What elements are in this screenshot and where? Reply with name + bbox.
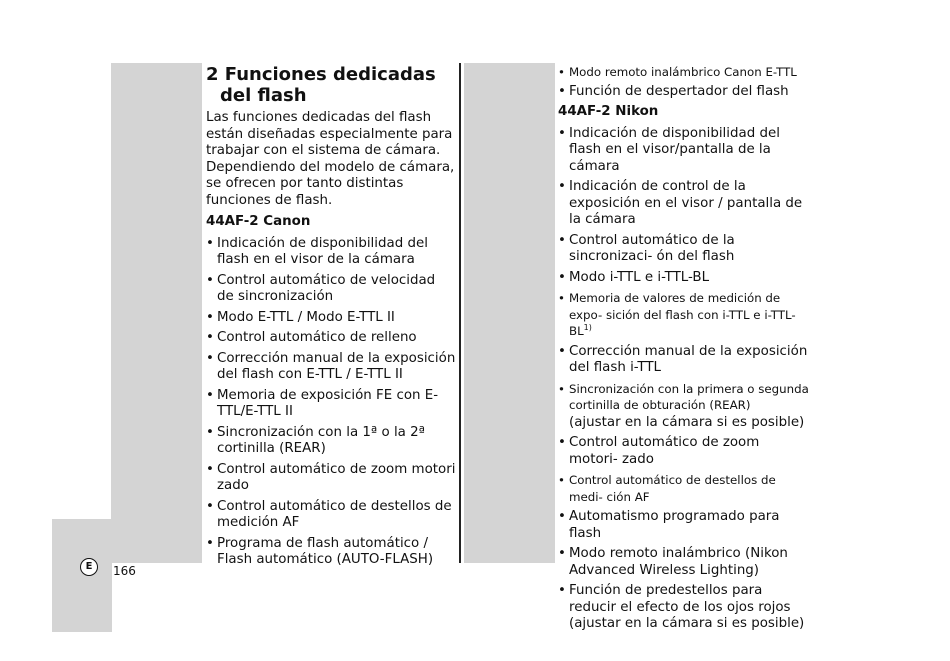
list-item: • Control automático de la sincronizaci- ón del flash: [558, 233, 810, 266]
list-item-text: Sincronización con la primera o segunda cortinilla de obturación (REAR): [569, 381, 809, 412]
list-item: • Sincronización con la 1ª o la 2ª cortinilla (REAR): [206, 425, 456, 458]
nikon-heading: 44AF-2 Nikon: [558, 104, 659, 119]
camera-note: (ajustar en la cámara si es posible): [569, 616, 805, 631]
list-item: • Corrección manual de la exposición del flash con E-TTL / E-TTL II: [206, 351, 456, 384]
list-item: • Modo remoto inalámbrico (Nikon Advanced Wireless Lighting): [558, 546, 810, 579]
camera-note: (ajustar en la cámara si es posible): [569, 414, 805, 430]
nikon-feature-list: [558, 126, 810, 633]
list-item: • Control automático de zoom motori- zado: [558, 435, 810, 468]
list-item: • Modo i-TTL e i-TTL-BL: [558, 270, 810, 287]
list-item: • Control automático de relleno: [206, 330, 456, 347]
list-item: • Función de despertador del flash: [558, 84, 810, 101]
list-item: • Indicación de disponibilidad del flash en el visor/pantalla de la cámara: [558, 126, 810, 176]
list-item: • Modo remoto inalámbrico Canon E-TTL: [558, 64, 810, 81]
left-column: [206, 64, 456, 573]
list-item: [558, 381, 810, 432]
list-item: [558, 290, 810, 340]
list-item: • Automatismo programado para flash: [558, 509, 810, 542]
canon-feature-list: [206, 236, 456, 569]
intro-paragraph: Las funciones dedicadas del flash están diseñadas especialmente para trabajar con el sistema de cámara. Dependiendo del modelo de cámara, se ofrecen por tanto distintas funciones de flash.: [206, 110, 455, 208]
list-item: • Programa de flash automático / Flash automático (AUTO-FLASH): [206, 536, 456, 569]
list-item: • Control automático de velocidad de sincronización: [206, 273, 456, 306]
page-number: 166: [113, 564, 136, 578]
list-item-text: Memoria de valores de medición de expo- sición del flash con i-TTL e i-TTL-BL: [569, 291, 796, 338]
right-column: [558, 64, 810, 637]
left-margin-band: [111, 63, 202, 563]
list-item: [558, 583, 810, 633]
list-item: • Memoria de exposición FE con E-TTL/E-TTL II: [206, 388, 456, 421]
column-divider: [459, 63, 461, 563]
list-item: • Indicación de disponibilidad del flash en el visor de la cámara: [206, 236, 456, 269]
right-margin-band: [464, 63, 555, 563]
list-item-text: Función de predestellos para reducir el efecto de los ojos rojos: [569, 583, 791, 615]
list-item: • Control automático de zoom motori zado: [206, 462, 456, 495]
list-item: • Modo E-TTL / Modo E-TTL II: [206, 310, 456, 327]
canon-heading: 44AF-2 Canon: [206, 214, 311, 229]
section-title: 2 Funciones dedicadas del flash: [206, 64, 436, 106]
list-item: • Indicación de control de la exposición en el visor / pantalla de la cámara: [558, 179, 810, 229]
list-item: • Control automático de destellos de medición AF: [206, 499, 456, 532]
language-tab: [52, 519, 112, 632]
language-badge: E: [80, 558, 98, 576]
footnote-mark: 1): [583, 323, 592, 333]
list-item: • Corrección manual de la exposición del flash i-TTL: [558, 344, 810, 377]
list-item: • Control automático de destellos de medi- ción AF: [558, 472, 810, 505]
canon-feature-list-continued: [558, 64, 810, 100]
